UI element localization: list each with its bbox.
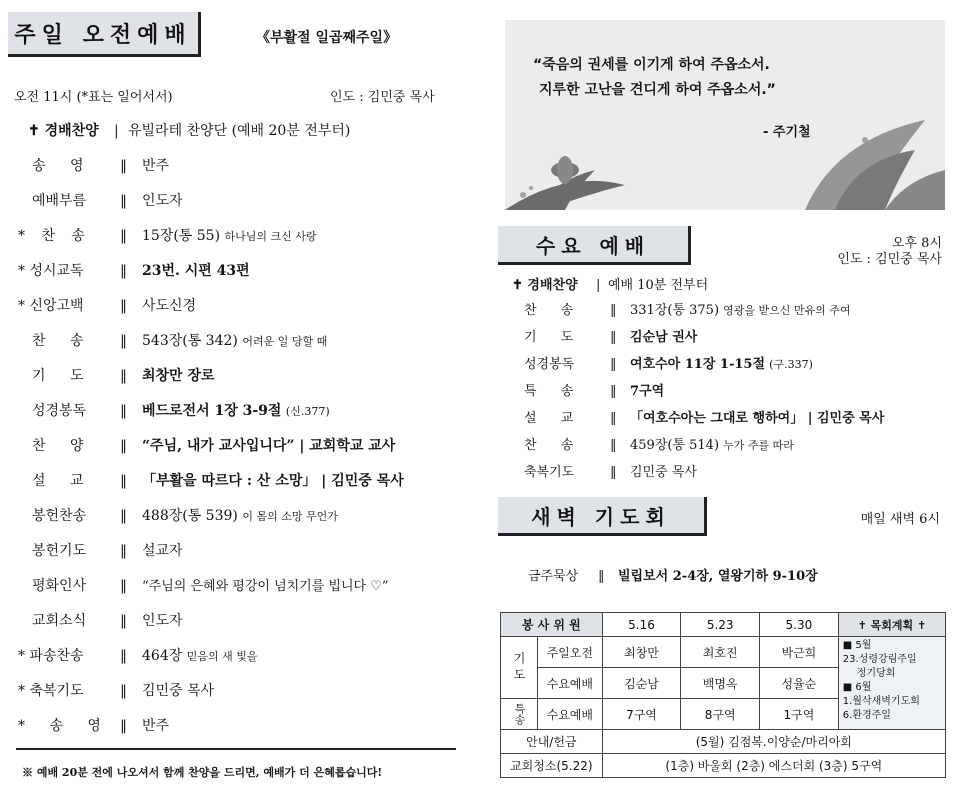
item-sep: ‖ [610, 357, 617, 372]
item-value: 7구역 [630, 384, 665, 399]
item-value: 23번. 시편 43편 [142, 263, 250, 279]
plan-line: 6.환경주일 [842, 710, 891, 721]
item-sep: | [596, 278, 601, 293]
item-sep: | [114, 123, 119, 139]
item-value: “주님의 은혜와 평강이 넘치기를 빕니다 ♡” [142, 579, 389, 594]
item-label: 찬 양 [32, 438, 94, 454]
table-cell: 7구역 [602, 699, 681, 730]
table-cell: 김순남 [602, 668, 681, 699]
list-item [18, 435, 395, 455]
wednesday-time: 오후 8시 [891, 236, 942, 251]
item-sep: ‖ [120, 298, 127, 314]
item-label: 축복기도 [524, 465, 575, 480]
list-item [524, 380, 664, 399]
item-label: 봉헌기도 [32, 543, 87, 559]
item-label: 찬 송 [32, 333, 94, 349]
quote-line-2: 지루한 고난을 견디게 하여 주옵소서.” [539, 82, 776, 98]
item-value: 반주 [142, 158, 170, 174]
table-cell: 최창만 [602, 637, 681, 668]
item-sep: ‖ [120, 508, 127, 524]
table-header-cell: 5.16 [602, 613, 681, 637]
item-sep: ‖ [120, 578, 127, 594]
item-value: 설교자 [142, 543, 183, 559]
row-name: 주일오전 [538, 637, 603, 668]
item-label: 금주묵상 [528, 569, 579, 584]
dawn-time: 매일 새벽 6시 [860, 512, 940, 527]
item-label: * 찬 송 [18, 228, 91, 244]
item-label: * 파송찬송 [18, 648, 84, 664]
list-item [18, 120, 350, 140]
plan-line: 1.월삭새벽기도회 [842, 696, 920, 707]
list-item [18, 540, 183, 560]
item-value: 사도신경 [142, 298, 197, 314]
item-sep: ‖ [610, 411, 617, 426]
flower-decoration-icon [505, 20, 945, 210]
cleaning-value: (1층) 바울회 (2층) 에스더회 (3층) 5구역 [602, 754, 945, 778]
item-sep: ‖ [610, 330, 617, 345]
table-header-cell: 5.23 [681, 613, 760, 637]
item-sep: ‖ [610, 438, 617, 453]
item-sep: ‖ [120, 613, 127, 629]
list-item [524, 407, 884, 426]
item-sep: ‖ [120, 403, 127, 419]
sunday-leader: 인도 : 김민중 목사 [330, 90, 435, 105]
table-row [501, 637, 946, 668]
item-sep: ‖ [120, 438, 127, 454]
item-value: 459장(통 514) [630, 438, 720, 453]
dawn-prayer-title-text: 새벽 기도회 [531, 504, 671, 529]
cleaning-label: 교회청소(5.22) [501, 754, 603, 778]
list-item [18, 680, 214, 700]
footer-note: ※ 예배 20분 전에 나오셔서 함께 찬양을 드리면, 예배가 더 은혜롭습니다! [22, 766, 383, 779]
item-label: 송 영 [32, 158, 94, 174]
table-cell: 성율순 [760, 668, 839, 699]
item-label: 봉헌찬송 [32, 508, 87, 524]
ministry-plan-cell [838, 637, 945, 730]
item-value: 베드로전서 1장 3-9절 [142, 403, 282, 419]
item-label: * 신앙고백 [18, 298, 84, 314]
footer-divider [16, 748, 456, 750]
dawn-meditation [528, 565, 818, 584]
item-label: 찬 송 [524, 438, 584, 453]
item-label: 예배부름 [32, 193, 87, 209]
item-sub: (구.337) [769, 358, 813, 371]
item-value: 인도자 [142, 193, 183, 209]
item-sep: ‖ [120, 333, 127, 349]
list-item [18, 190, 183, 210]
item-label: 성경봉독 [32, 403, 87, 419]
item-sep: ‖ [610, 303, 617, 318]
item-sep: ‖ [120, 648, 127, 664]
table-header-cell: 봉 사 위 원 [501, 613, 603, 637]
item-value: 김순남 권사 [630, 330, 698, 345]
list-item [524, 299, 851, 318]
item-value: 488장(통 539) [142, 508, 238, 524]
item-label: 기 도 [32, 368, 94, 384]
plan-line: 정기당회 [856, 668, 896, 679]
sunday-time: 오전 11시 (*표는 일어서서) [14, 90, 173, 105]
item-sep: ‖ [598, 569, 605, 584]
sunday-service-title-text: 주일 오전예배 [14, 22, 192, 48]
item-sep: ‖ [120, 473, 127, 489]
item-value: 반주 [142, 718, 170, 734]
item-value: 464장 [142, 648, 183, 664]
list-item [18, 225, 317, 245]
table-header-row [501, 613, 946, 637]
list-item [524, 326, 697, 345]
item-label: 기 도 [524, 330, 584, 345]
table-cell: 1구역 [760, 699, 839, 730]
list-item [18, 365, 215, 385]
list-item [524, 434, 794, 453]
list-item [18, 470, 404, 490]
row-name: 수요예배 [538, 668, 603, 699]
list-item [18, 295, 196, 315]
item-sub: 어려운 일 당할 때 [242, 335, 328, 348]
item-sep: ‖ [610, 384, 617, 399]
table-cell: 박근희 [760, 637, 839, 668]
item-label: * 축복기도 [18, 683, 84, 699]
list-item [18, 715, 169, 735]
service-schedule-table [500, 612, 946, 778]
item-value: 331장(통 375) [630, 303, 720, 318]
group-label-special-song: 특송 [501, 699, 538, 730]
item-value: 여호수아 11장 1-15절 [630, 357, 766, 372]
item-label: ✝ 경배찬양 [28, 123, 99, 139]
item-sep: ‖ [120, 718, 127, 734]
item-value: 543장(통 342) [142, 333, 238, 349]
sunday-subtitle: 《부활절 일곱째주일》 [256, 30, 398, 46]
wednesday-service-title-text: 수요 예배 [535, 233, 651, 258]
item-value: 「여호수아는 그대로 행하여」 | 김민중 목사 [630, 411, 885, 426]
item-sep: ‖ [120, 263, 127, 279]
item-label: 교회소식 [32, 613, 87, 629]
list-item [512, 274, 708, 293]
group-label-prayer: 기도 [501, 637, 538, 699]
list-item [18, 330, 327, 350]
item-label: 특 송 [524, 384, 584, 399]
item-value: 유빌라테 찬양단 (예배 20분 전부터) [128, 123, 351, 139]
item-value: 인도자 [142, 613, 183, 629]
plan-line: ■ 6월 [842, 682, 872, 693]
item-sub: (신.377) [285, 405, 330, 418]
plan-line: ■ 5월 [842, 640, 872, 651]
item-value: 빌립보서 2-4장, 열왕기하 9-10장 [618, 569, 818, 584]
dawn-prayer-title [498, 497, 707, 536]
quote-author: - 주기철 [763, 125, 811, 140]
item-value: 15장(통 55) [142, 228, 221, 244]
item-sub: 이 몸의 소망 무언가 [242, 510, 338, 523]
table-row [501, 754, 946, 778]
item-label: 설 교 [32, 473, 94, 489]
item-label: 성경봉독 [524, 357, 575, 372]
list-item [18, 400, 330, 420]
list-item [18, 260, 250, 280]
item-sep: ‖ [120, 158, 127, 174]
item-label: 평화인사 [32, 578, 87, 594]
item-sub: 영광을 받으신 만유의 주여 [723, 304, 851, 317]
guide-value: (5월) 김점복.이양순/마리아회 [602, 730, 945, 754]
item-sep: ‖ [610, 465, 617, 480]
list-item [18, 610, 183, 630]
wednesday-leader: 인도 : 김민중 목사 [837, 252, 942, 267]
quote-box [505, 20, 945, 210]
item-label: * 송 영 [18, 718, 111, 734]
item-sub: 누가 주를 따라 [723, 439, 794, 452]
list-item [18, 155, 169, 175]
item-value: 김민중 목사 [142, 683, 215, 699]
item-label: ✝ 경배찬양 [512, 278, 578, 293]
item-label: 설 교 [524, 411, 584, 426]
list-item [524, 461, 697, 480]
plan-line: 23.성령강림주일 [842, 654, 917, 665]
item-sep: ‖ [120, 228, 127, 244]
list-item [524, 353, 813, 372]
item-sep: ‖ [120, 543, 127, 559]
table-cell: 백명옥 [681, 668, 760, 699]
item-value: “주님, 내가 교사입니다” | 교회학교 교사 [142, 438, 396, 454]
item-value: 「부활을 따르다 : 산 소망」 | 김민중 목사 [142, 473, 404, 489]
guide-label: 안내/헌금 [501, 730, 603, 754]
row-name: 수요예배 [538, 699, 603, 730]
table-header-cell: 5.30 [760, 613, 839, 637]
sunday-service-title [8, 12, 201, 57]
list-item [18, 505, 338, 525]
item-value: 최창만 장로 [142, 368, 215, 384]
item-sep: ‖ [120, 193, 127, 209]
wednesday-service-title [498, 226, 691, 265]
quote-line-1: “죽음의 권세를 이기게 하여 주옵소서. [533, 57, 770, 73]
item-label: 찬 송 [524, 303, 584, 318]
table-header-cell: ✝ 목회계획 ✝ [838, 613, 945, 637]
item-value: 김민중 목사 [630, 465, 697, 480]
item-sep: ‖ [120, 368, 127, 384]
list-item [18, 575, 389, 595]
item-label: * 성시교독 [18, 263, 84, 279]
table-row [501, 730, 946, 754]
item-sub: 믿음의 새 빛을 [186, 650, 258, 663]
item-sep: ‖ [120, 683, 127, 699]
table-cell: 최호진 [681, 637, 760, 668]
list-item [18, 645, 257, 665]
item-value: 예배 10분 전부터 [608, 278, 709, 293]
item-sub: 하나님의 크신 사랑 [224, 230, 317, 243]
table-cell: 8구역 [681, 699, 760, 730]
